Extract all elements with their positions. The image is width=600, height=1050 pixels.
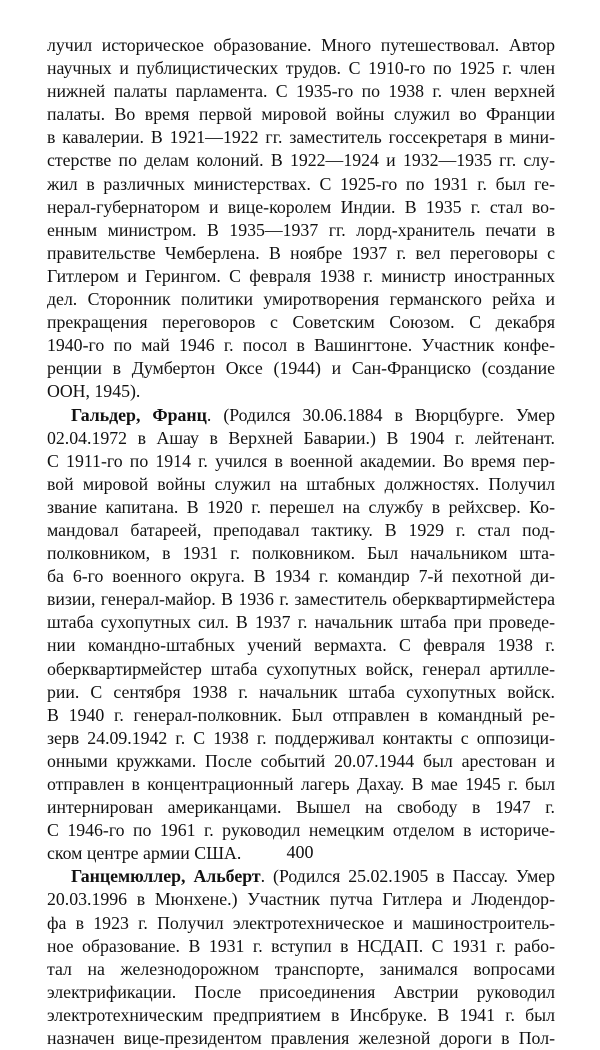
entry-ganzenmueller	[47, 865, 555, 1050]
text-line: электрификации. После присоединения Австрии руководил	[47, 981, 555, 1002]
text-line: С 1911-го по 1914 г. учился в военной академии. Во время пер-	[47, 450, 555, 471]
entry-halder	[47, 404, 555, 866]
entry-heading: Гальдер, Франц	[71, 404, 207, 425]
text-line: рии. С сентября 1938 г. начальник штаба сухопутных войск.	[47, 681, 555, 702]
text-line: тал на железнодорожном транспорте, занимался вопросами	[47, 958, 555, 979]
text-line: 02.04.1972 в Ашау в Верхней Баварии.) В 1904 г. лейтенант.	[47, 427, 555, 448]
text-line: онными кружками. После событий 20.07.1944 был арестован и	[47, 750, 555, 771]
text-line: визии, генерал-майор. В 1936 г. заместитель оберквартирмейстера	[47, 589, 555, 610]
text-line: стерстве по делам колоний. В 1922—1924 и 1932—1935 гг. слу-	[47, 150, 555, 171]
text-line: полковником, в 1931 г. полковником. Был начальником шта-	[47, 543, 555, 564]
entry-heading: Ганцемюллер, Альберт	[71, 866, 261, 887]
text-line: назначен вице-президентом правления железной дороги в Пол-	[47, 1028, 555, 1049]
text-line: правительстве Чемберлена. В ноябре 1937 г. вел переговоры с	[47, 242, 555, 263]
text-line: научных и публицистических трудов. С 1910-го по 1925 г. член	[47, 58, 555, 79]
text-line: палаты. Во время первой мировой войны служил во Франции	[47, 104, 555, 125]
text-line: мандовал батареей, преподавал тактику. В 1929 г. стал под-	[47, 519, 555, 540]
text-line: ском центре армии США.	[47, 843, 242, 864]
text-block	[47, 34, 555, 1050]
text-line: жил в различных министерствах. С 1925-го по 1931 г. был ге-	[47, 173, 555, 194]
paragraph-continuation	[47, 34, 555, 404]
text-line: электротехническим предприятием в Инсбруке. В 1941 г. был	[47, 1004, 555, 1025]
page-number: 400	[286, 842, 314, 862]
text-line: ренции в Думбертон Оксе (1944) и Сан-Франциско (создание	[47, 358, 555, 379]
text-line: дел. Сторонник политики умиротворения германского рейха и	[47, 289, 555, 310]
text-line: оберквартирмейстер штаба сухопутных войск, генерал артилле-	[47, 658, 555, 679]
text-line: ба 6-го военного округа. В 1934 г. командир 7-й пехотной ди-	[47, 566, 555, 587]
text-line: интернирован американцами. Вышел на свободу в 1947 г.	[47, 797, 555, 818]
text-line: отправлен в концентрационный лагерь Дахау. В мае 1945 г. был	[47, 774, 555, 794]
text-line: 20.03.1996 в Мюнхене.) Участник путча Гитлера и Людендор-	[47, 889, 555, 910]
entry-first-line	[47, 404, 555, 427]
text-line: ООН, 1945).	[47, 381, 141, 402]
text-line: в кавалерии. В 1921—1922 гг. заместитель госсекретаря в мини-	[47, 127, 555, 148]
text-line: штаба сухопутных сил. В 1937 г. начальник штаба при проведе-	[47, 612, 555, 633]
text-line: лучил историческое образование. Много путешествовал. Автор	[47, 35, 555, 55]
text-line: прекращения переговоров с Советским Союзом. С декабря	[47, 312, 555, 333]
text-line: зерв 24.09.1942 г. С 1938 г. поддерживал контакты с оппозици-	[47, 727, 555, 748]
text-line: Гитлером и Герингом. С февраля 1938 г. министр иностранных	[47, 265, 555, 286]
text-line: ное образование. В 1931 г. вступил в НСДАП. С 1931 г. рабо-	[47, 935, 555, 956]
entry-first-line-text: . (Родился 30.06.1884 в Вюрцбурге. Умер	[206, 404, 555, 425]
text-line: нии командно-штабных учений вермахта. С февраля 1938 г.	[47, 635, 555, 656]
text-line: 1940-го по май 1946 г. посол в Вашингтоне. Участник конфе-	[47, 335, 555, 356]
entry-first-line	[47, 865, 555, 888]
text-line: С 1946-го по 1961 г. руководил немецким отделом в историче-	[47, 820, 555, 841]
text-line: вой мировой войны служил на штабных должностях. Получил	[47, 473, 555, 494]
text-line: фа в 1923 г. Получил электротехническое и машиностроитель-	[47, 912, 555, 933]
text-line: нижней палаты парламента. С 1935-го по 1938 г. член верхней	[47, 81, 555, 102]
text-line: В 1940 г. генерал-полковник. Был отправлен в командный ре-	[47, 704, 555, 725]
text-line: нерал-губернатором и вице-королем Индии. В 1935 г. стал во-	[47, 196, 555, 217]
text-line: енным министром. В 1935—1937 гг. лорд-хранитель печати в	[47, 219, 555, 240]
text-line: звание капитана. В 1920 г. перешел на службу в рейхсвер. Ко-	[47, 496, 555, 517]
entry-first-line-text: . (Родился 25.02.1905 в Пассау. Умер	[260, 866, 555, 887]
